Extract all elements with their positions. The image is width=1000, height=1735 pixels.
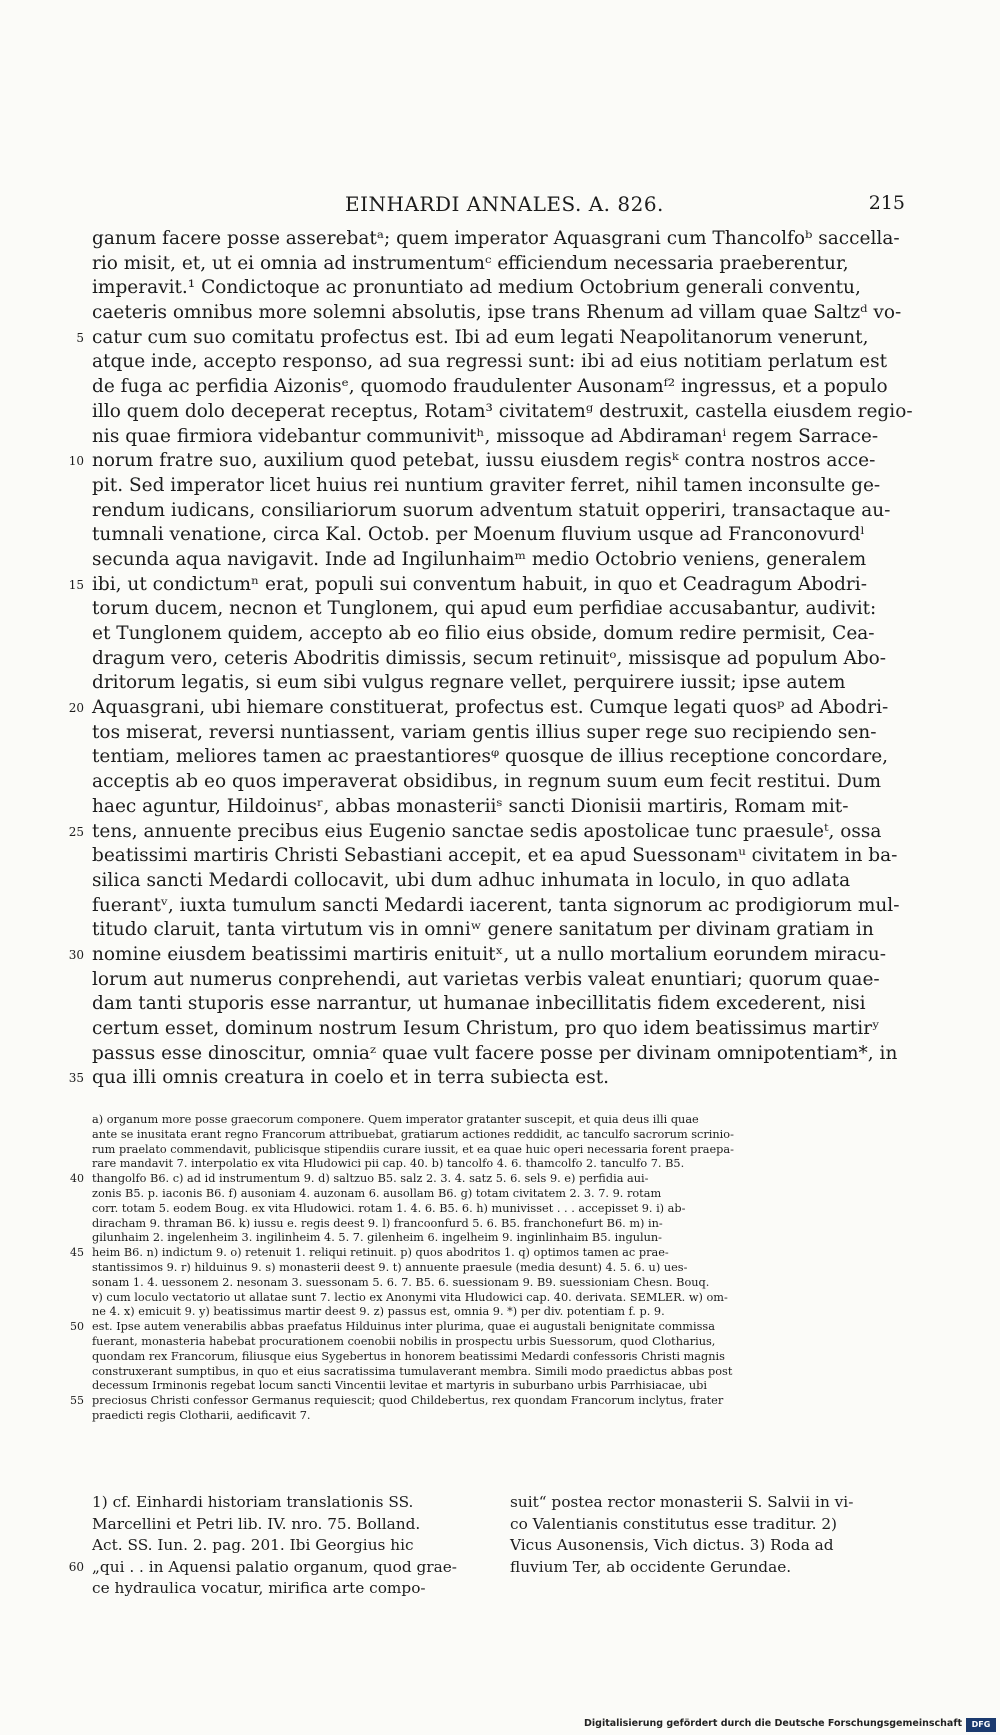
line-text: fluvium Ter, ab occidente Gerundae. — [510, 1557, 792, 1576]
note-line — [510, 1535, 904, 1557]
footnote-line — [92, 1202, 904, 1217]
line-text: Marcellini et Petri lib. IV. nro. 75. Bolland. — [92, 1514, 421, 1533]
editorial-notes — [68, 1492, 904, 1597]
footnote-line — [92, 1305, 904, 1320]
line-text: de fuga ac perfidia Aizonisᵉ, quomodo fraudulenter Ausonamᶠ² ingressus, et a populo — [92, 376, 888, 398]
text-line — [68, 943, 904, 968]
text-line — [68, 573, 904, 598]
line-text: secunda aqua navigavit. Inde ad Ingilunhaimᵐ medio Octobrio veniens, generalem — [92, 548, 867, 570]
line-text: gilunhaim 2. ingelenheim 3. ingilinheim 4. 5. 7. gilenheim 6. ingelheim 9. inginlinhaim B5. ingulun- — [92, 1231, 662, 1245]
line-text: construxerant sumptibus, in quo et eius sacratissima tumulaverant membra. Simili modo praedictus abbas post — [92, 1364, 733, 1378]
line-text: silica sancti Medardi collocavit, ubi dum adhuc inhumata in loculo, in quo adlata — [92, 869, 851, 891]
text-line — [92, 375, 904, 400]
page-number: 215 — [868, 192, 905, 214]
line-text: Act. SS. Iun. 2. pag. 201. Ibi Georgius hic — [92, 1536, 414, 1554]
footnote-line — [92, 1113, 904, 1128]
running-title: EINHARDI ANNALES. A. 826. — [345, 192, 664, 216]
line-text: rum praelato commendavit, publicisque stipendiis curare iussit, et ea quae huic operi necessaria forent praepa- — [92, 1142, 734, 1156]
text-line — [68, 449, 904, 474]
line-text: haec aguntur, Hildoinusʳ, abbas monasteriiˢ sancti Dionisii martiris, Romam mit- — [92, 795, 849, 817]
line-text: lorum aut numerus conprehendi, aut varietas verbis valeat enuntiari; quorum quae- — [92, 968, 880, 990]
line-text: passus esse dinoscitur, omniaᶻ quae vult facere posse per divinam omnipotentiam*, in — [92, 1042, 898, 1064]
footnote-line — [92, 1409, 904, 1424]
line-text: dam tanti stuporis esse narrantur, ut humanae inbecillitatis fidem excederent, nisi — [92, 993, 866, 1015]
note-line — [510, 1492, 904, 1514]
line-text: preciosus Christi confessor Germanus requiescit; quod Childebertus, rex quondam Francorum inclytus, frater — [92, 1394, 724, 1408]
line-text: tentiam, meliores tamen ac praestantioresᵠ quosque de illius receptione concordare, — [92, 746, 889, 768]
line-text: co Valentianis constitutus esse traditur. 2) — [510, 1514, 838, 1533]
footnote-line — [92, 1217, 904, 1232]
note-line — [92, 1514, 464, 1536]
line-text: stantissimos 9. r) hilduinus 9. s) monasterii deest 9. t) annuente praesule (media desunt) 4. 5. 6. u) ues- — [92, 1260, 688, 1274]
line-text: fuerant, monasteria habebat procurationem coenobii nobilis in prospectu urbis Suessorum, quod Clotharius, — [92, 1334, 716, 1348]
footer — [0, 1718, 1000, 1735]
line-text: Vicus Ausonensis, Vich dictus. 3) Roda ad — [510, 1536, 834, 1554]
line-text: rendum iudicans, consiliariorum suorum adventum statuit opperiri, transactaque au- — [92, 499, 891, 521]
line-text: „qui . . in Aquensi palatio organum, quod grae- — [92, 1557, 457, 1576]
note-line — [92, 1492, 464, 1514]
line-text: dragum vero, ceteris Abodritis dimissis, secum retinuitᵒ, missisque ad populum Abo- — [92, 647, 887, 669]
text-line — [92, 499, 904, 524]
line-text: acceptis ab eo quos imperaverat obsidibus, in regnum suum eum fecit restitui. Dum — [92, 771, 882, 793]
note-line — [68, 1557, 464, 1579]
line-text: catur cum suo comitatu profectus est. Ibi ad eum legati Neapolitanorum venerunt, — [92, 326, 869, 348]
text-line — [92, 795, 904, 820]
line-text: atque inde, accepto responso, ad sua regressi sunt: ibi ad eius notitiam perlatum est — [92, 351, 888, 373]
line-text: zonis B5. p. iaconis B6. f) ausoniam 4. auzonam 6. ausollam B6. g) totam civitatem 2. 3. 7. 9. rotam — [92, 1186, 662, 1200]
text-line — [92, 770, 904, 795]
text-line — [92, 622, 904, 647]
footnote-line — [92, 1143, 904, 1158]
line-text: 1) cf. Einhardi historiam translationis SS. — [92, 1493, 414, 1511]
line-text: torum ducem, necnon et Tunglonem, qui apud eum perfidiae accusabantur, audivit: — [92, 598, 877, 620]
line-text: certum esset, dominum nostrum Iesum Christum, pro quo idem beatissimus martirʸ — [92, 1018, 880, 1039]
text-line — [92, 1042, 904, 1067]
line-number: 35 — [68, 1071, 84, 1086]
line-text: ganum facere posse asserebatᵃ; quem imperator Aquasgrani cum Thancolfoᵇ saccella- — [92, 228, 900, 249]
line-text: a) organum more posse graecorum componere. Quem imperator gratanter suscepit, et quia deus illi quae — [92, 1113, 699, 1126]
line-text: quondam rex Francorum, filiusque eius Sygebertus in honorem beatissimi Medardi confessoris Christi magnis — [92, 1349, 725, 1363]
line-text: imperavit.¹ Condictoque ac pronuntiato ad medium Octobrium generali conventu, — [92, 277, 861, 299]
line-number: 25 — [68, 824, 84, 839]
main-text — [68, 227, 913, 1091]
line-text: fuerantᵛ, iuxta tumulum sancti Medardi iacerent, tanta signorum ac prodigiorum mul- — [92, 894, 900, 916]
footnote-line — [70, 1394, 904, 1409]
footnote-line — [92, 1335, 904, 1350]
footnote-line — [70, 1172, 904, 1187]
footnote-line — [92, 1128, 904, 1143]
line-text: beatissimi martiris Christi Sebastiani accepit, et ea apud Suessonamᵘ civitatem in ba- — [92, 845, 898, 867]
text-line — [68, 696, 904, 721]
line-text: norum fratre suo, auxilium quod petebat, iussu eiusdem regisᵏ contra nostros acce- — [92, 450, 876, 472]
line-text: v) cum loculo vectatorio ut allatae sunt 7. lectio ex Anonymi vita Hludowici cap. 40. derivata. SEMLER. w) om- — [92, 1290, 728, 1304]
text-line — [92, 548, 904, 573]
text-line — [92, 968, 904, 993]
text-line — [68, 1066, 904, 1091]
line-text: titudo claruit, tanta virtutum vis in omniʷ genere sanitatum per divinam gratiam in — [92, 919, 874, 941]
text-line — [92, 745, 904, 770]
text-line — [76, 326, 904, 351]
text-line — [92, 252, 904, 277]
text-line — [92, 276, 904, 301]
line-text: sonam 1. 4. uessonem 2. nesonam 3. suessonam 5. 6. 7. B5. 6. suessionam 9. B9. suessioniam Chesn. Bouq. — [92, 1275, 710, 1289]
line-text: rio misit, et, ut ei omnia ad instrumentumᶜ efficiendum necessaria praeberentur, — [92, 252, 849, 274]
line-number: 55 — [70, 1394, 84, 1408]
digitization-credit: Digitalisierung gefördert durch die Deutsche Forschungsgemeinschaft — [584, 1718, 962, 1729]
dfg-logo-icon: DFG — [966, 1718, 996, 1732]
note-line — [510, 1514, 904, 1536]
text-line — [92, 918, 904, 943]
footnote-line — [92, 1276, 904, 1291]
text-line — [92, 992, 904, 1017]
footnote-line — [92, 1365, 904, 1380]
line-number: 5 — [76, 330, 84, 345]
line-text: tumnali venatione, circa Kal. Octob. per Moenum fluvium usque ad Franconovurdˡ — [92, 524, 865, 546]
footnote-line — [70, 1246, 904, 1261]
footnote-line — [92, 1231, 904, 1246]
footnote-line — [92, 1261, 904, 1276]
line-text: rare mandavit 7. interpolatio ex vita Hludowici pii cap. 40. b) tancolfo 4. 6. thamcolfo 2. tanculfo 7. B5. — [92, 1157, 685, 1171]
text-line — [92, 894, 904, 919]
footnote-line — [92, 1187, 904, 1202]
line-text: tens, annuente precibus eius Eugenio sanctae sedis apostolicae tunc praesuleᵗ, ossa — [92, 820, 882, 842]
line-number: 40 — [70, 1172, 84, 1186]
text-line — [92, 474, 904, 499]
text-line — [92, 400, 913, 425]
line-text: qua illi omnis creatura in coelo et in terra subiecta est. — [92, 1067, 610, 1089]
line-text: ne 4. x) emicuit 9. y) beatissimus martir deest 9. z) passus est, omnia 9. *) per div. potentiam f. p. 9. — [92, 1305, 665, 1319]
text-line — [92, 721, 904, 746]
line-text: diracham 9. thraman B6. k) iussu e. regis deest 9. l) francoonfurd 5. 6. B5. franchonefurt B6. m) in- — [92, 1216, 663, 1230]
line-number: 30 — [68, 947, 84, 962]
note-line — [510, 1557, 904, 1579]
note-line — [92, 1578, 464, 1600]
line-text: suit“ postea rector monasterii S. Salvii in vi- — [510, 1493, 854, 1511]
line-text: pit. Sed imperator licet huius rei nuntium graviter ferret, nihil tamen inconsulte ge- — [92, 474, 881, 496]
page-header — [95, 192, 905, 216]
line-text: ibi, ut condictumⁿ erat, populi sui conventum habuit, in quo et Ceadragum Abodri- — [92, 573, 867, 595]
text-line — [92, 523, 904, 548]
line-number: 60 — [68, 1559, 84, 1574]
footnote-line — [92, 1350, 904, 1365]
line-text: ante se inusitata erant regno Francorum attribuebat, gratiarum actiones reddidit, ac tanculfo sacrorum scrinio- — [92, 1127, 734, 1141]
line-text: thangolfo B6. c) ad id instrumentum 9. d) saltzuo B5. salz 2. 3. 4. satz 5. 6. sels 9. e) perfidia aui- — [92, 1172, 649, 1186]
text-line — [92, 597, 904, 622]
footnote-line — [70, 1320, 904, 1335]
footnote-line — [92, 1379, 904, 1394]
text-line — [92, 1017, 904, 1042]
text-line — [68, 820, 904, 845]
text-line — [92, 869, 904, 894]
line-text: nomine eiusdem beatissimi martiris enituitˣ, ut a nullo mortalium eorundem miracu- — [92, 943, 886, 965]
line-text: caeteris omnibus more solemni absolutis, ipse trans Rhenum ad villam quae Saltzᵈ vo- — [92, 302, 902, 324]
line-text: praedicti regis Clotharii, aedificavit 7. — [92, 1408, 311, 1422]
line-text: heim B6. n) indictum 9. o) retenuit 1. reliqui retinuit. p) quos abodritos 1. q) optimos tamen ac prae- — [92, 1246, 669, 1260]
footnote-line — [92, 1291, 904, 1306]
text-line — [92, 844, 904, 869]
footnote-line — [92, 1157, 904, 1172]
line-text: tos miserat, reversi nuntiassent, variam gentis illius super rege suo recipiendo sen- — [92, 721, 877, 743]
line-text: illo quem dolo deceperat receptus, Rotam³ civitatemᵍ destruxit, castella eiusdem regio- — [92, 400, 913, 422]
line-text: decessum Irminonis regebat locum sancti Vincentii levitae et martyris in suburbano urbis Parrhisiacae, ubi — [92, 1379, 707, 1393]
apparatus-footnotes — [70, 1113, 904, 1424]
line-text: Aquasgrani, ubi hiemare constituerat, profectus est. Cumque legati quosᵖ ad Abodri- — [92, 697, 889, 719]
text-line — [92, 350, 904, 375]
line-text: corr. totam 5. eodem Boug. ex vita Hludowici. rotam 1. 4. 6. B5. 6. h) munivisset . . . accepisset 9. i) ab- — [92, 1201, 686, 1215]
text-line — [92, 227, 904, 252]
line-text: ce hydraulica vocatur, mirifica arte compo- — [92, 1579, 426, 1597]
text-line — [92, 425, 904, 450]
line-text: et Tunglonem quidem, accepto ab eo filio eius obside, domum redire permisit, Cea- — [92, 623, 875, 644]
line-number: 10 — [68, 454, 84, 469]
notes-left-column — [68, 1492, 464, 1600]
line-number: 20 — [68, 701, 84, 716]
line-number: 45 — [70, 1246, 84, 1260]
line-number: 50 — [70, 1320, 84, 1334]
line-text: est. Ipse autem venerabilis abbas praefatus Hilduinus inter plurima, quae ei augustali benignitate commissa — [92, 1320, 715, 1334]
notes-right-column — [510, 1492, 904, 1578]
text-line — [92, 671, 904, 696]
note-line — [92, 1535, 464, 1557]
text-line — [92, 301, 904, 326]
line-number: 15 — [68, 577, 84, 592]
line-text: dritorum legatis, si eum sibi vulgus regnare vellet, perquirere iussit; ipse autem — [92, 672, 846, 694]
text-line — [92, 647, 904, 672]
line-text: nis quae firmiora videbantur communivitʰ, missoque ad Abdiramanⁱ regem Sarrace- — [92, 425, 879, 447]
